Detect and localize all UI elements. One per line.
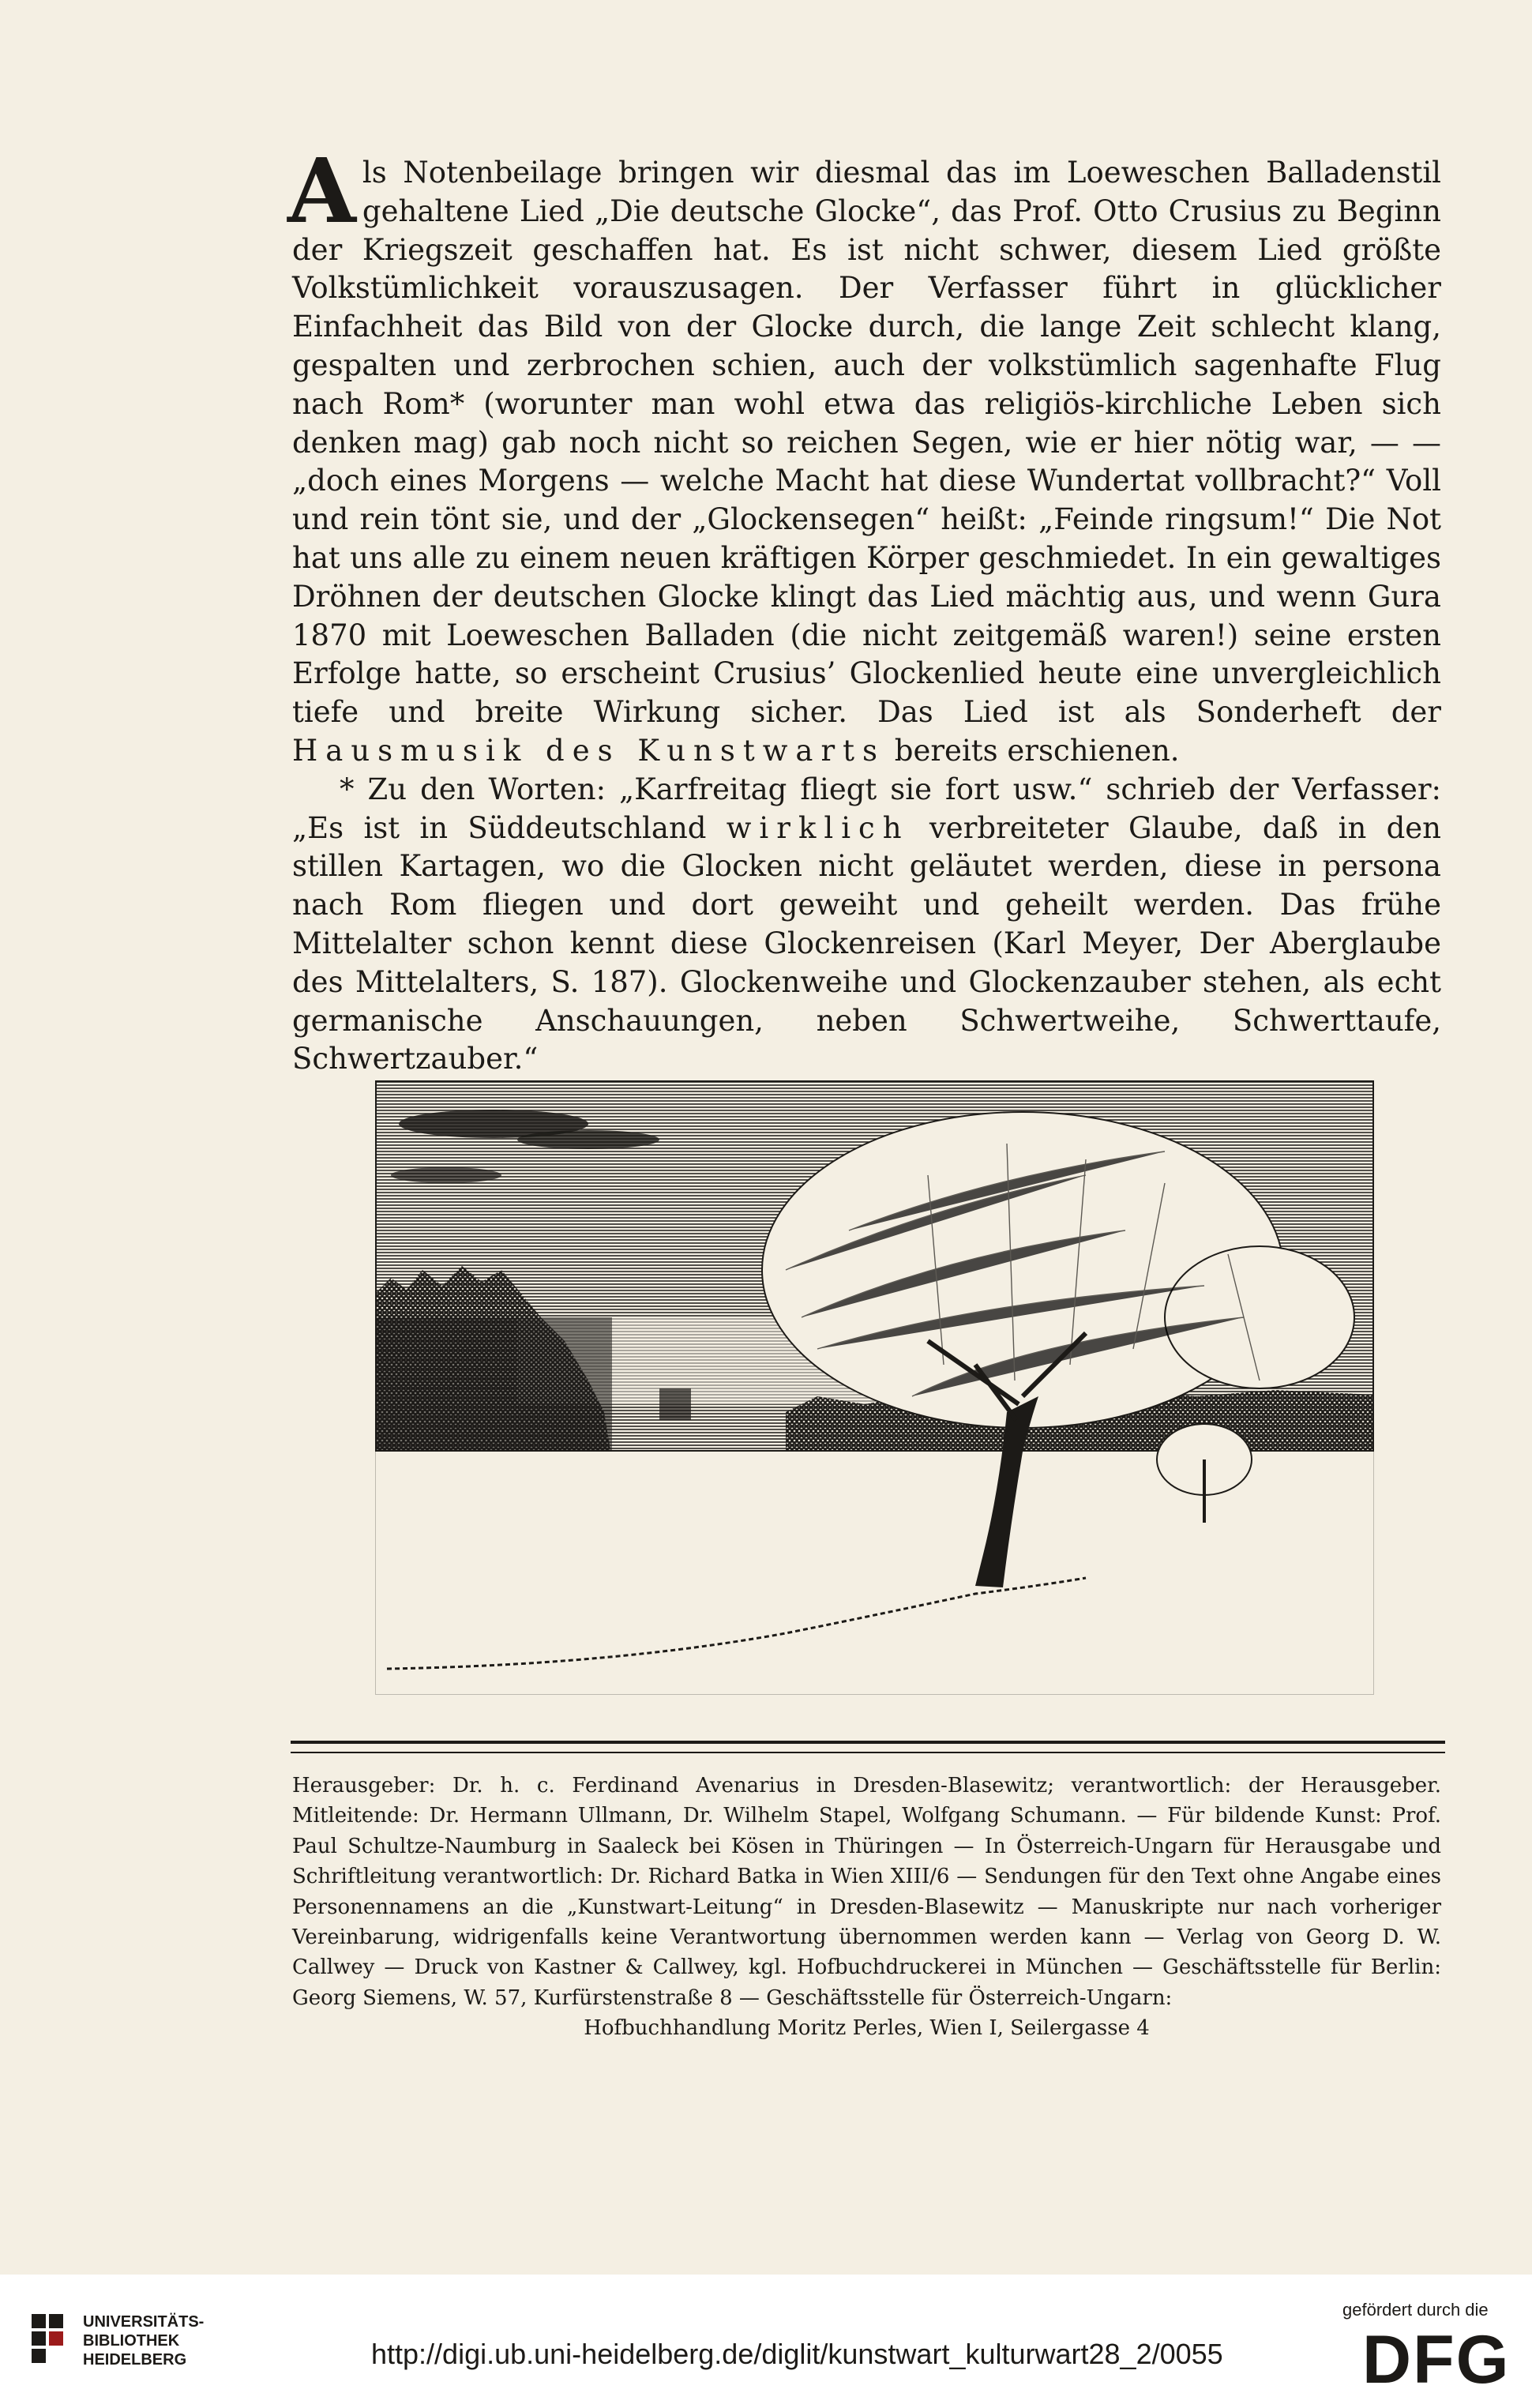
library-line-2: BIBLIOTHEK bbox=[83, 2332, 180, 2350]
footnote-start: * Zu den Worten: „Karfreitag fliegt sie fort usw.“ schrieb der Verfasser: „Es ist in Süddeutschland bbox=[292, 772, 1441, 845]
footnote bbox=[292, 771, 1441, 1079]
paragraph-1-text: ls Notenbeilage bringen wir diesmal das im Loeweschen Balladenstil gehaltene Lied „Die deutsche Glocke“, das Prof. Otto Crusius zu Beginn der Kriegszeit geschaffen hat. Es ist nicht schwer, diesem Lied größte Volkstümlichkeit vorauszusagen. Der Verfasser führt in glücklicher Einfachheit das Bild von der Glocke durch, die lange Zeit schlecht klang, gespalten und zerbrochen schien, auch der volkstümlich sagenhafte Flug nach Rom* (worunter man wohl etwa das religiös-kirchliche Leben sich denken mag) gab noch nicht so reichen Segen, wie er hier nötig war, — — „doch eines Morgens — welche Macht hat diese Wundertat vollbracht?“ Voll und rein tönt sie, und der „Glockensegen“ heißt: „Feinde ringsum!“ Die Not hat uns alle zu einem neuen kräftigen Körper geschmiedet. In ein gewaltiges Dröhnen der deutschen Glocke klingt das Lied mächtig aus, und wenn Gura 1870 mit Loeweschen Balladen (die nicht zeitgemäß waren!) seine ersten Erfolge hatte, so erscheint Crusius’ Glockenlied heute eine unvergleichlich tiefe und breite Wirkung sicher. Das Lied ist als Sonderheft der bbox=[292, 156, 1441, 730]
imprint bbox=[292, 1771, 1441, 2044]
drop-cap: A bbox=[287, 140, 356, 243]
article-text bbox=[287, 140, 1442, 1079]
imprint-text: Herausgeber: Dr. h. c. Ferdinand Avenarius in Dresden-Blasewitz; verantwortlich: der Herausgeber. Mitleitende: Dr. Hermann Ullmann, Dr. Wilhelm Stapel, Wolfgang Schumann. — Für bildende Kunst: Prof. Paul Schultze-Naumburg in Saaleck bei Kösen in Thüringen — In Österreich-Ungarn für Herausgabe und Schriftleitung verantwortlich: Dr. Richard Batka in Wien XIII/6 — Sendungen für den Text ohne Angabe eines Personennamens an die „Kunstwart-Leitung“ in Dresden-Blasewitz — Manuskripte nur nach vorheriger Vereinbarung, widrigenfalls keine Verantwortung übernommen werden kann — Verlag von Georg D. W. Callwey — Druck von Kastner & Callwey, kgl. Hofbuchdruckerei in München — Geschäftsstelle für Berlin: Georg Siemens, W. 57, Kurfürstenstraße 8 — Geschäftsstelle für Österreich-Ungarn: bbox=[292, 1774, 1441, 2010]
permalink-url[interactable]: http://digi.ub.uni-heidelberg.de/diglit/kunstwart_kulturwart28_2/0055 bbox=[371, 2338, 1223, 2370]
spaced-title: Hausmusik des Kunstwarts bbox=[292, 733, 886, 768]
imprint-last-line: Hofbuchhandlung Moritz Perles, Wien I, Seilergasse 4 bbox=[584, 2016, 1150, 2041]
library-line-1: UNIVERSITÄTS- bbox=[83, 2313, 205, 2331]
rule-thick bbox=[291, 1741, 1445, 1744]
funded-by-label: gefördert durch die bbox=[1342, 2300, 1489, 2320]
paragraph-notenbeilage bbox=[287, 140, 1441, 771]
dfg-logo: DFG bbox=[1362, 2322, 1511, 2398]
rule-thin bbox=[291, 1752, 1445, 1753]
winter-landscape-woodcut bbox=[375, 1080, 1374, 1695]
paragraph-1-end: bereits erschienen. bbox=[894, 733, 1180, 768]
footnote-spaced-word: wirklich bbox=[726, 810, 910, 845]
distant-castle bbox=[659, 1388, 691, 1420]
digitization-footer bbox=[0, 2275, 1532, 2408]
footnote-end: verbreiteter Glaube, daß in den stillen Kartagen, wo die Glocken nicht geläutet werden, diese in persona nach Rom fliegen und dort geweiht und geheilt werden. Das frühe Mittelalter schon kennt diese Glockenreisen (Karl Meyer, Der Aberglaube des Mittelalters, S. 187). Glockenweihe und Glockenzauber stehen, als echt germanische Anschauungen, neben Schwertweihe, Schwerttaufe, Schwertzauber.“ bbox=[292, 810, 1442, 1076]
library-line-3: HEIDELBERG bbox=[83, 2351, 187, 2369]
library-name bbox=[83, 2312, 204, 2369]
